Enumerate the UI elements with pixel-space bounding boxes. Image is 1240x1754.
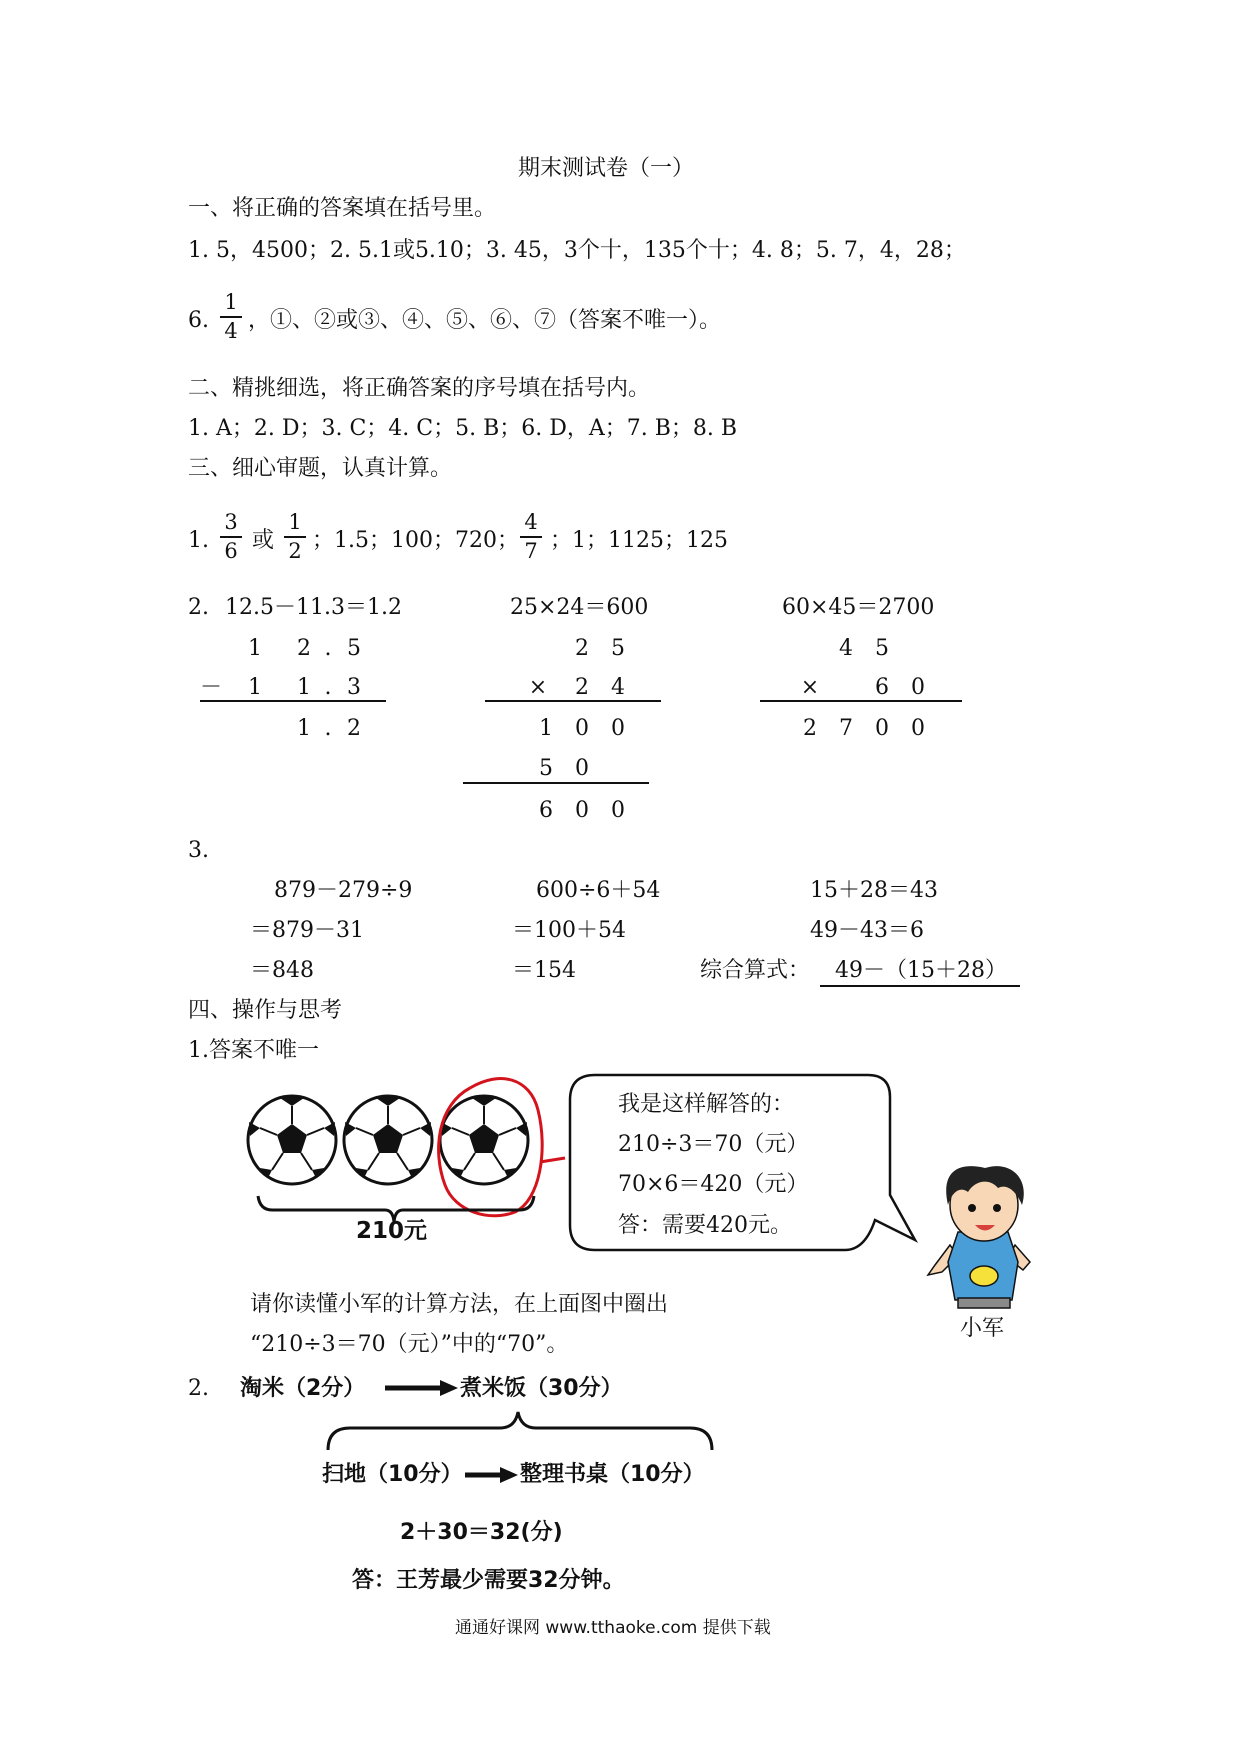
calc1-line1: 879－279÷9 <box>274 878 413 903</box>
digit: 0 <box>875 716 889 741</box>
operator-times: × <box>800 675 820 700</box>
digit: 1 <box>297 716 311 741</box>
arrow-head <box>440 1380 458 1396</box>
fraction-numerator: 4 <box>524 510 538 534</box>
digit: 0 <box>575 756 589 781</box>
price-label: 210元 <box>356 1218 428 1244</box>
soccer-ball-icon <box>440 1096 528 1184</box>
calc3-line2: 49－43＝6 <box>810 918 924 943</box>
operator-minus: － <box>200 675 223 700</box>
equation-subtraction: 12.5－11.3＝1.2 <box>225 595 402 620</box>
digit: 0 <box>911 716 925 741</box>
digit: 4 <box>611 675 625 700</box>
fraction-numerator: 1 <box>224 290 238 314</box>
equation-multiplication-2: 60×45＝2700 <box>782 595 935 620</box>
combined-value: 49－（15＋28） <box>835 958 1007 983</box>
digit: 1 <box>297 675 311 700</box>
fraction-denominator: 2 <box>288 539 302 563</box>
arrow-head <box>500 1467 518 1483</box>
fraction-numerator: 3 <box>224 510 238 534</box>
digit: 0 <box>611 716 625 741</box>
digit: 0 <box>611 798 625 823</box>
connector-line <box>540 1158 565 1162</box>
digit: 5 <box>347 636 361 661</box>
step-tidy-desk: 整理书桌（10分） <box>520 1462 705 1487</box>
section4-q1-label: 1.答案不唯一 <box>188 1038 319 1063</box>
footer-credit: 通通好课网 www.tthaoke.com 提供下载 <box>455 1618 771 1638</box>
instruction-line1: 请你读懂小军的计算方法，在上面图中圈出 <box>250 1292 669 1317</box>
calc1-line3: ＝848 <box>250 958 314 983</box>
digit: 2 <box>575 636 589 661</box>
fraction-denominator: 6 <box>224 539 238 563</box>
digit: 7 <box>839 716 853 741</box>
fraction-numerator: 1 <box>288 510 302 534</box>
instruction-line2: “210÷3＝70（元）”中的“70”。 <box>250 1332 569 1357</box>
section2-answers: 1. A；2. D；3. C；4. C；5. B；6. D，A；7. B；8. B <box>188 416 738 441</box>
soccer-ball-icon <box>248 1096 336 1184</box>
boy-avatar-icon <box>928 1166 1030 1308</box>
digit: 0 <box>575 716 589 741</box>
page-title: 期末测试卷（一） <box>518 156 695 181</box>
digit: 2 <box>575 675 589 700</box>
digit: 1 <box>248 675 262 700</box>
digit: 6 <box>875 675 889 700</box>
step-sweep-floor: 扫地（10分） <box>322 1462 463 1487</box>
section1-line1: 1. 5，4500；2. 5.1或5.10；3. 45，3个十，135个十；4. 8；5. 7，4，28； <box>188 238 966 263</box>
soccer-ball-icon <box>344 1096 432 1184</box>
fraction-denominator: 7 <box>524 539 538 563</box>
time-calculation: 2＋30＝32(分) <box>400 1520 563 1545</box>
section1-heading: 一、将正确的答案填在括号里。 <box>188 196 497 221</box>
bubble-line2: 210÷3＝70（元） <box>618 1132 809 1157</box>
q2-prefix: 2. <box>188 595 209 620</box>
section4-heading: 四、操作与思考 <box>188 998 343 1023</box>
q3-prefix: 3. <box>188 838 209 863</box>
section2-heading: 二、精挑细选，将正确答案的序号填在括号内。 <box>188 376 651 401</box>
calc3-line1: 15＋28＝43 <box>810 878 938 903</box>
digit: 3 <box>347 675 361 700</box>
calc2-line1: 600÷6＋54 <box>536 878 661 903</box>
digit: 5 <box>539 756 553 781</box>
bubble-line1: 我是这样解答的： <box>618 1092 795 1117</box>
digit: 2 <box>297 636 311 661</box>
boy-name: 小军 <box>960 1316 1005 1341</box>
section1-line2-prefix: 6. <box>188 308 209 333</box>
digit: 6 <box>539 798 553 823</box>
final-answer: 答：王芳最少需要32分钟。 <box>352 1568 625 1593</box>
step-cook-rice: 煮米饭（30分） <box>460 1376 623 1401</box>
digit: 1 <box>248 636 262 661</box>
time-brace <box>328 1412 712 1450</box>
q1-rest: ；1；1125；125 <box>550 528 728 553</box>
section1-line2-rest: ，①、②或③、④、⑤、⑥、⑦（答案不唯一）。 <box>248 308 722 333</box>
calc2-line3: ＝154 <box>512 958 576 983</box>
digit: . <box>324 636 332 661</box>
combined-label: 综合算式： <box>700 958 811 983</box>
digit: 1 <box>539 716 553 741</box>
digit: 0 <box>575 798 589 823</box>
bubble-line4: 答：需要420元。 <box>618 1213 792 1238</box>
section4-q2-label: 2. <box>188 1376 209 1401</box>
operator-times: × <box>528 675 548 700</box>
q1-prefix: 1. <box>188 528 209 553</box>
calc2-line2: ＝100＋54 <box>512 918 626 943</box>
step-wash-rice: 淘米（2分） <box>240 1376 366 1401</box>
fraction-denominator: 4 <box>224 319 238 343</box>
digit: 2 <box>803 716 817 741</box>
q1-middle: ；1.5；100；720； <box>312 528 519 553</box>
digit: . <box>324 675 332 700</box>
digit: 5 <box>611 636 625 661</box>
bubble-line3: 70×6＝420（元） <box>618 1172 809 1197</box>
digit: . <box>324 716 332 741</box>
q1-or: 或 <box>252 528 275 553</box>
calc1-line2: ＝879－31 <box>250 918 364 943</box>
section3-heading: 三、细心审题，认真计算。 <box>188 456 453 481</box>
digit: 0 <box>911 675 925 700</box>
equation-multiplication-1: 25×24＝600 <box>510 595 649 620</box>
digit: 4 <box>839 636 853 661</box>
digit: 5 <box>875 636 889 661</box>
digit: 2 <box>347 716 361 741</box>
